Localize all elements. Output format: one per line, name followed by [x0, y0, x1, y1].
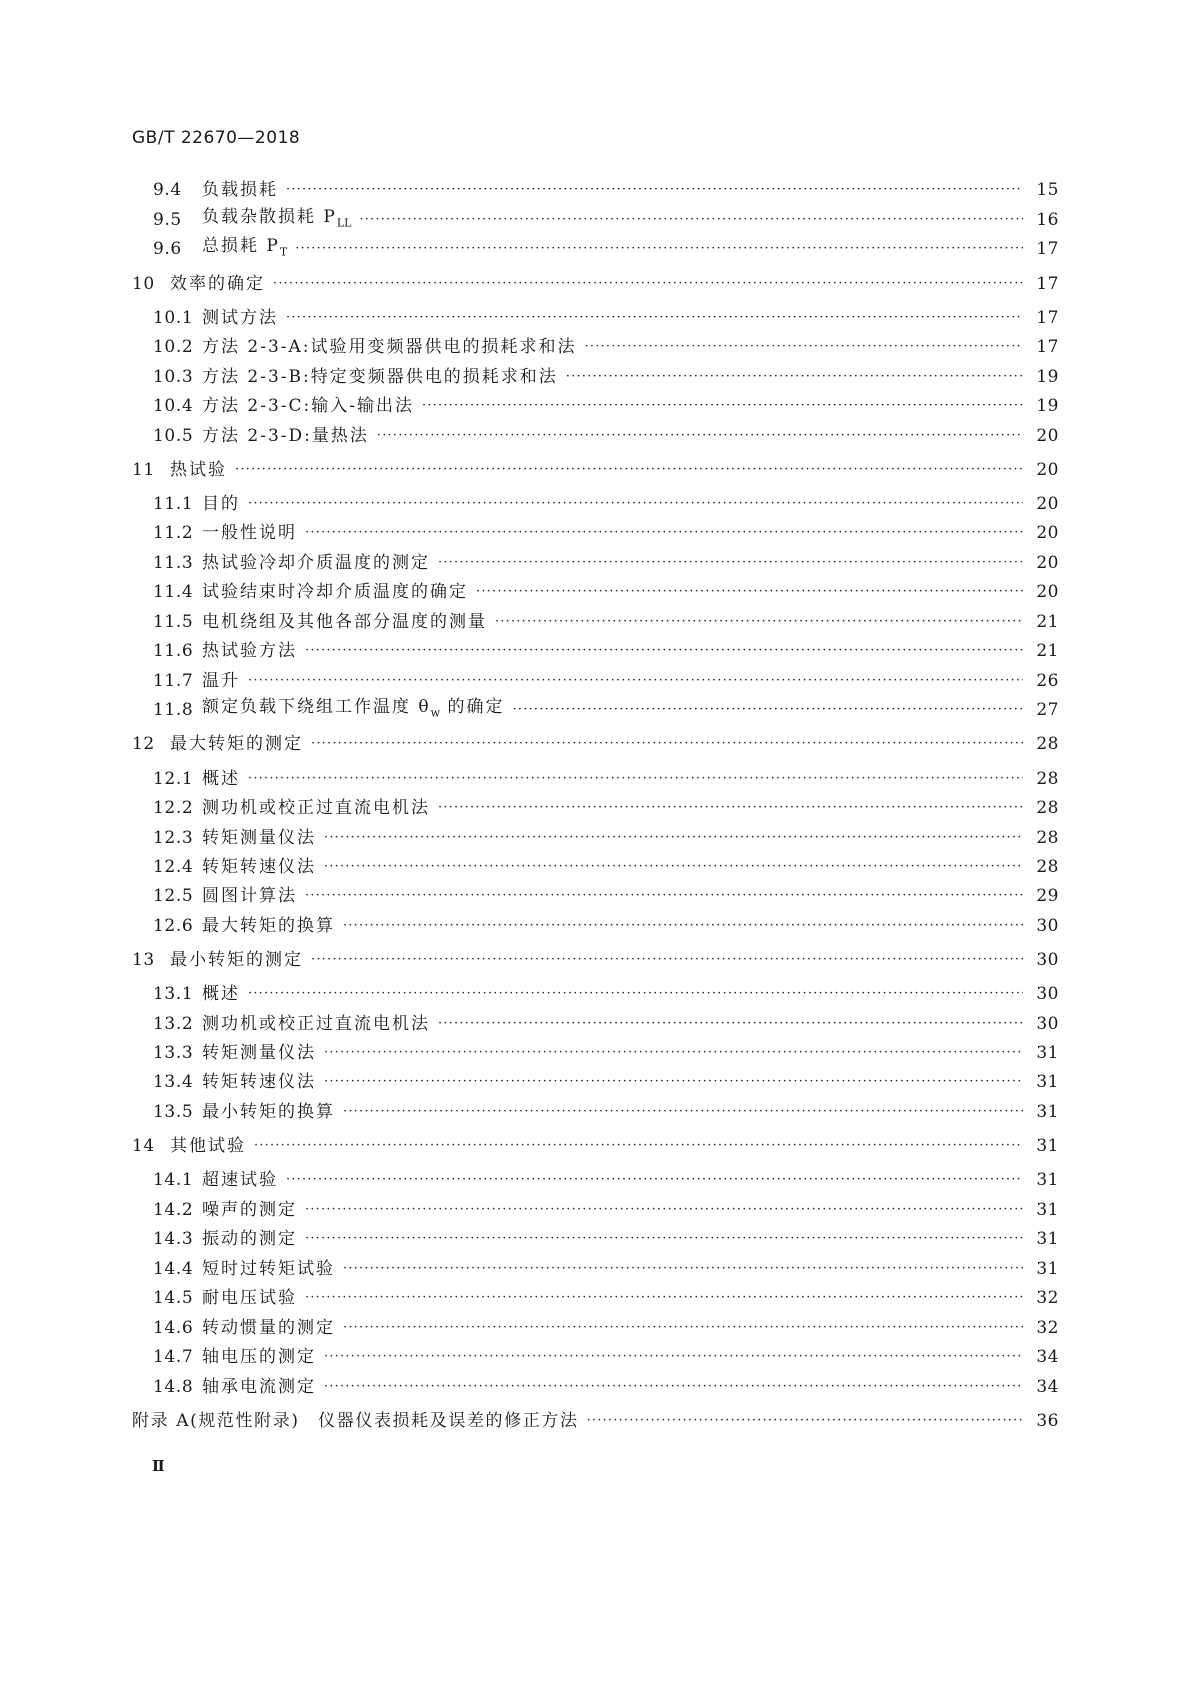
toc-entry-number: 10.4: [153, 396, 194, 416]
toc-entry[interactable]: [0, 579, 1191, 605]
toc-entry-number: 13.3: [153, 1043, 194, 1063]
toc-entry-title: 热试验方法: [202, 641, 297, 661]
toc-entry[interactable]: [0, 609, 1191, 635]
standard-number: GB/T 22670—2018: [132, 128, 301, 148]
toc-entry-page: 28: [1036, 828, 1059, 848]
toc-entry-page: 31: [1036, 1136, 1059, 1156]
toc-entry-title: 轴电压的测定: [202, 1347, 316, 1367]
toc-dot-leader: [311, 731, 1023, 757]
toc-entry[interactable]: [0, 393, 1191, 419]
toc-entry-page: 30: [1036, 950, 1059, 970]
toc-dot-leader: [343, 1315, 1023, 1341]
toc-dot-leader: [324, 1069, 1023, 1095]
toc-entry-page: 31: [1036, 1043, 1059, 1063]
toc-entry[interactable]: [0, 638, 1191, 664]
toc-dot-leader: [324, 854, 1023, 880]
toc-entry-page: 28: [1036, 798, 1059, 818]
toc-entry-title: 噪声的测定: [202, 1200, 297, 1220]
toc-dot-leader: [359, 207, 1023, 233]
toc-entry-title: 圆图计算法: [202, 886, 297, 906]
toc-entry[interactable]: [0, 1040, 1191, 1066]
toc-entry[interactable]: [0, 520, 1191, 546]
toc-entry-page: 31: [1036, 1102, 1059, 1122]
toc-entry-title: 测功机或校正过直流电机法: [202, 1014, 430, 1034]
toc-dot-leader: [343, 1099, 1023, 1125]
toc-entry-page: 36: [1036, 1411, 1059, 1431]
toc-entry-title: 测试方法: [202, 308, 278, 328]
toc-dot-leader: [305, 883, 1023, 909]
toc-entry[interactable]: [0, 1374, 1191, 1400]
toc-dot-leader: [311, 947, 1023, 973]
toc-entry-page: 19: [1036, 396, 1059, 416]
toc-entry-number: 10: [132, 274, 155, 294]
toc-entry-number: 11.2: [153, 523, 194, 543]
toc-entry[interactable]: [0, 1408, 1191, 1434]
toc-entry-number: 9.5: [153, 210, 182, 230]
toc-dot-leader: [438, 550, 1023, 576]
toc-entry-number: 14.7: [153, 1347, 194, 1367]
toc-dot-leader: [248, 766, 1023, 792]
toc-entry-number: 10.2: [153, 337, 194, 357]
toc-entry-subscript: w: [430, 706, 441, 720]
toc-entry-number: 12.6: [153, 916, 194, 936]
toc-dot-leader: [273, 271, 1023, 297]
toc-entry-title: 额定负载下绕组工作温度 $\theta_w$ 的确定: [202, 696, 505, 720]
toc-entry-page: 30: [1036, 984, 1059, 1004]
toc-dot-leader: [587, 1408, 1023, 1434]
toc-dot-leader: [422, 393, 1023, 419]
toc-entry-page: 34: [1036, 1347, 1059, 1367]
toc-entry-page: 30: [1036, 1014, 1059, 1034]
toc-entry-number: 11.1: [153, 494, 194, 514]
toc-dot-leader: [377, 423, 1023, 449]
toc-entry-title: 温升: [202, 671, 240, 691]
toc-dot-leader: [324, 1040, 1023, 1066]
toc-entry-page: 19: [1036, 367, 1059, 387]
toc-entry-page: 31: [1036, 1259, 1059, 1279]
toc-dot-leader: [476, 579, 1023, 605]
toc-entry[interactable]: [0, 825, 1191, 851]
toc-entry-title: 最小转矩的换算: [202, 1102, 335, 1122]
toc-entry-number: 14.8: [153, 1377, 194, 1397]
toc-dot-leader: [248, 491, 1023, 517]
toc-entry-title: 总损耗 $P_T$: [202, 235, 288, 259]
toc-entry-number: 14.5: [153, 1288, 194, 1308]
toc-entry-title: 耐电压试验: [202, 1288, 297, 1308]
toc-entry-title: 试验结束时冷却介质温度的确定: [202, 582, 468, 602]
page-number: Ⅱ: [152, 1457, 165, 1475]
toc-entry-number: 14.6: [153, 1318, 194, 1338]
toc-entry-number: 12.2: [153, 798, 194, 818]
toc-dot-leader: [566, 364, 1023, 390]
toc-entry-number: 13.5: [153, 1102, 194, 1122]
toc-entry-page: 31: [1036, 1200, 1059, 1220]
toc-entry[interactable]: [0, 364, 1191, 390]
toc-entry-title: 效率的确定: [170, 274, 265, 294]
toc-entry-number: 11.4: [153, 582, 194, 602]
toc-entry-page: 17: [1036, 308, 1059, 328]
toc-entry-number: 10.5: [153, 426, 194, 446]
toc-entry-number: 12.1: [153, 769, 194, 789]
toc-dot-leader: [324, 825, 1023, 851]
toc-entry-subscript: T: [279, 245, 288, 259]
toc-entry[interactable]: [0, 1226, 1191, 1252]
toc-entry-number: 14: [132, 1136, 155, 1156]
toc-entry[interactable]: [0, 334, 1191, 360]
toc-entry-page: 21: [1036, 612, 1059, 632]
toc-entry-page: 31: [1036, 1072, 1059, 1092]
toc-entry-title: 负载损耗: [202, 180, 278, 200]
toc-dot-leader: [248, 668, 1023, 694]
toc-dot-leader: [512, 697, 1023, 723]
toc-entry-page: 17: [1036, 337, 1059, 357]
toc-entry[interactable]: [0, 423, 1191, 449]
toc-entry-title: 振动的测定: [202, 1229, 297, 1249]
toc-entry[interactable]: [0, 491, 1191, 517]
toc-entry-number: 14.1: [153, 1170, 194, 1190]
toc-entry-title: 转矩测量仪法: [202, 828, 316, 848]
toc-entry-title: 最小转矩的测定: [170, 950, 303, 970]
toc-entry-page: 26: [1036, 671, 1059, 691]
toc-entry-number: 11.7: [153, 671, 194, 691]
toc-dot-leader: [286, 1167, 1023, 1193]
toc-entry[interactable]: [0, 1197, 1191, 1223]
toc-entry[interactable]: [0, 550, 1191, 576]
toc-entry-title: 热试验: [170, 460, 227, 480]
toc-entry-title: 电机绕组及其他各部分温度的测量: [202, 612, 487, 632]
toc-entry-title: 其他试验: [170, 1136, 246, 1156]
toc-entry-number: 11: [132, 460, 155, 480]
toc-entry-number: 13.1: [153, 984, 194, 1004]
toc-entry-title: 方法 2-3-C:输入-输出法: [202, 396, 415, 416]
toc-entry[interactable]: [0, 697, 1191, 723]
toc-entry-page: 20: [1036, 582, 1059, 602]
toc-dot-leader: [254, 1133, 1023, 1159]
toc-entry-page: 20: [1036, 460, 1059, 480]
toc-entry-page: 30: [1036, 916, 1059, 936]
toc-dot-leader: [305, 638, 1023, 664]
toc-entry[interactable]: [0, 305, 1191, 331]
toc-entry-page: 29: [1036, 886, 1059, 906]
toc-dot-leader: [295, 236, 1023, 262]
toc-entry-page: 27: [1036, 700, 1059, 720]
toc-entry-number: 13: [132, 950, 155, 970]
toc-entry-number: 12.4: [153, 857, 194, 877]
toc-dot-leader: [438, 795, 1023, 821]
toc-entry-number: 14.3: [153, 1229, 194, 1249]
toc-entry-number: 11.5: [153, 612, 194, 632]
toc-entry-title: 负载杂散损耗 $P_{LL}$: [202, 206, 352, 230]
toc-dot-leader: [438, 1011, 1023, 1037]
toc-entry-page: 20: [1036, 494, 1059, 514]
toc-entry-number: 12.5: [153, 886, 194, 906]
toc-entry-number: 14.4: [153, 1259, 194, 1279]
toc-entry-page: 20: [1036, 523, 1059, 543]
toc-entry-number: 11.3: [153, 553, 194, 573]
toc-entry-page: 20: [1036, 426, 1059, 446]
toc-entry-title: 转矩转速仪法: [202, 1072, 316, 1092]
toc-entry-page: 20: [1036, 553, 1059, 573]
toc-entry-title: 测功机或校正过直流电机法: [202, 798, 430, 818]
toc-entry-title: 方法 2-3-A:试验用变频器供电的损耗求和法: [202, 337, 577, 357]
toc-entry-page: 28: [1036, 734, 1059, 754]
toc-entry[interactable]: [0, 1344, 1191, 1370]
toc-entry[interactable]: [0, 271, 1191, 297]
toc-dot-leader: [495, 609, 1023, 635]
toc-entry[interactable]: [0, 731, 1191, 757]
toc-entry-title: 附录 A(规范性附录) 仪器仪表损耗及误差的修正方法: [132, 1411, 579, 1431]
toc-entry-title: 一般性说明: [202, 523, 297, 543]
toc-entry-number: 9.4: [153, 180, 182, 200]
toc-entry[interactable]: [0, 947, 1191, 973]
toc-entry[interactable]: [0, 1285, 1191, 1311]
toc-entry-number: 10.1: [153, 308, 194, 328]
toc-entry-title: 轴承电流测定: [202, 1377, 316, 1397]
toc-entry-page: 32: [1036, 1288, 1059, 1308]
toc-dot-leader: [248, 981, 1023, 1007]
toc-entry[interactable]: [0, 766, 1191, 792]
toc-entry-page: 16: [1036, 210, 1059, 230]
toc-entry[interactable]: [0, 854, 1191, 880]
toc-entry[interactable]: [0, 883, 1191, 909]
toc-entry-title: 热试验冷却介质温度的测定: [202, 553, 430, 573]
toc-entry[interactable]: [0, 1099, 1191, 1125]
toc-dot-leader: [305, 1285, 1023, 1311]
toc-dot-leader: [305, 520, 1023, 546]
toc-entry[interactable]: [0, 1069, 1191, 1095]
toc-entry[interactable]: [0, 1133, 1191, 1159]
toc-entry-number: 11.8: [153, 700, 194, 720]
toc-entry[interactable]: [0, 1167, 1191, 1193]
toc-entry-page: 15: [1036, 180, 1059, 200]
toc-entry-page: 34: [1036, 1377, 1059, 1397]
toc-entry-page: 17: [1036, 274, 1059, 294]
toc-entry-title: 概述: [202, 984, 240, 1004]
toc-entry-title: 最大转矩的换算: [202, 916, 335, 936]
toc-entry[interactable]: [0, 1256, 1191, 1282]
toc-entry-number: 13.4: [153, 1072, 194, 1092]
toc-dot-leader: [305, 1197, 1023, 1223]
toc-entry[interactable]: [0, 1011, 1191, 1037]
toc-entry[interactable]: [0, 795, 1191, 821]
toc-entry-page: 31: [1036, 1229, 1059, 1249]
toc-entry-number: 11.6: [153, 641, 194, 661]
toc-entry-page: 32: [1036, 1318, 1059, 1338]
toc-entry[interactable]: [0, 1315, 1191, 1341]
toc-entry-title: 最大转矩的测定: [170, 734, 303, 754]
toc-dot-leader: [324, 1344, 1023, 1370]
toc-entry-number: 10.3: [153, 367, 194, 387]
toc-entry-number: 12: [132, 734, 155, 754]
toc-entry[interactable]: [0, 457, 1191, 483]
toc-entry-subscript: LL: [336, 216, 352, 230]
toc-dot-leader: [305, 1226, 1023, 1252]
toc-entry-title: 超速试验: [202, 1170, 278, 1190]
toc-dot-leader: [235, 457, 1023, 483]
toc-entry-page: 21: [1036, 641, 1059, 661]
toc-dot-leader: [343, 1256, 1023, 1282]
toc-entry-number: 14.2: [153, 1200, 194, 1220]
toc-entry-page: 28: [1036, 769, 1059, 789]
toc-entry-number: 9.6: [153, 239, 182, 259]
toc-entry-title: 转矩转速仪法: [202, 857, 316, 877]
toc-entry-title: 概述: [202, 769, 240, 789]
toc-entry-title: 目的: [202, 494, 240, 514]
toc-entry-title: 方法 2-3-D:量热法: [202, 426, 369, 446]
toc-entry[interactable]: [0, 207, 1191, 233]
toc-dot-leader: [343, 913, 1023, 939]
toc-entry-page: 17: [1036, 239, 1059, 259]
toc-entry[interactable]: [0, 913, 1191, 939]
toc-entry[interactable]: [0, 177, 1191, 203]
toc-entry-title: 转动惯量的测定: [202, 1318, 335, 1338]
toc-entry-title: 短时过转矩试验: [202, 1259, 335, 1279]
toc-dot-leader: [324, 1374, 1023, 1400]
toc-entry[interactable]: [0, 236, 1191, 262]
toc-entry-number: 12.3: [153, 828, 194, 848]
toc-entry-title: 转矩测量仪法: [202, 1043, 316, 1063]
toc-entry[interactable]: [0, 981, 1191, 1007]
toc-dot-leader: [286, 177, 1023, 203]
toc-dot-leader: [585, 334, 1023, 360]
toc-dot-leader: [286, 305, 1023, 331]
toc-entry-page: 31: [1036, 1170, 1059, 1190]
toc-entry-page: 28: [1036, 857, 1059, 877]
toc-entry-title: 方法 2-3-B:特定变频器供电的损耗求和法: [202, 367, 558, 387]
toc-entry-number: 13.2: [153, 1014, 194, 1034]
toc-entry[interactable]: [0, 668, 1191, 694]
